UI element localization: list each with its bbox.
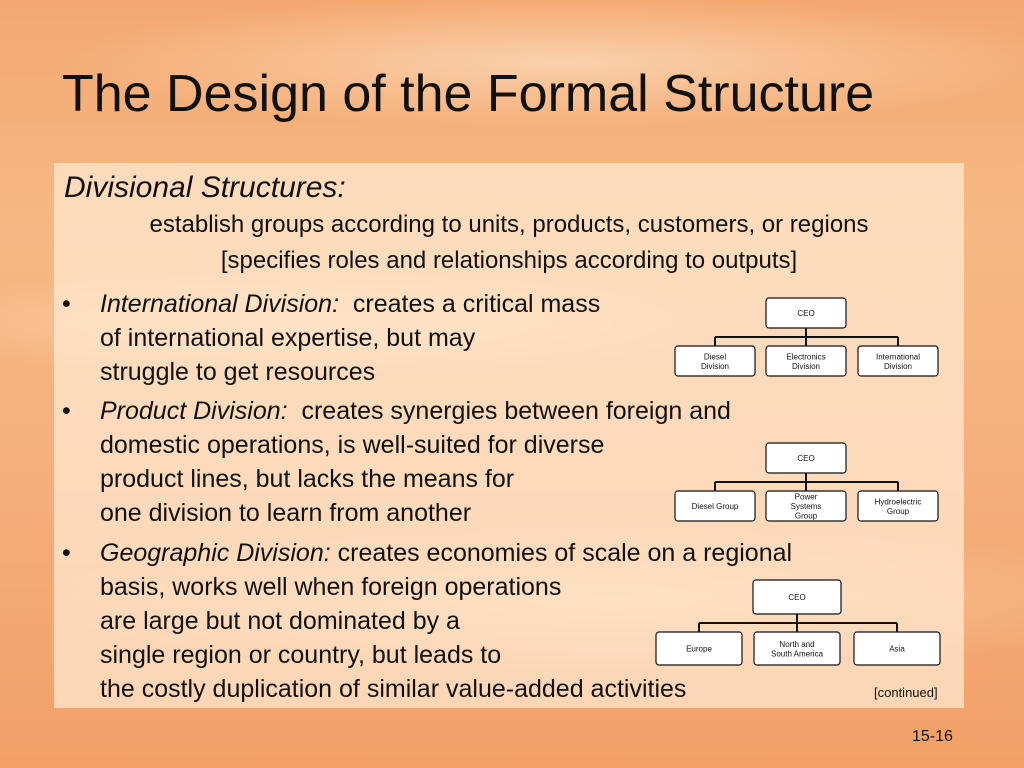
org-node-child-label: North and: [779, 639, 815, 649]
org-node-child-label: Division: [700, 361, 730, 371]
org-node-child-label: Group: [794, 511, 818, 521]
org-node-child: [858, 346, 938, 376]
org-node-child-label: Electronics: [786, 352, 826, 362]
continued-label: [continued]: [874, 685, 938, 700]
section-subheading: establish groups according to units, products, customers, or regions: [149, 211, 869, 238]
bullet-geographic-line: basis, works well when foreign operations: [100, 573, 562, 601]
org-node-child: [675, 491, 755, 521]
org-node-child-label: Asia: [889, 644, 905, 654]
slide-number: 15-16: [912, 728, 953, 745]
bullet-geographic-label: Geographic Division:: [100, 539, 331, 567]
bullet-geographic-line: Geographic Division: creates economies of scale on a regional: [100, 539, 793, 567]
bullet-marker: •: [62, 290, 71, 318]
org-node-root: [766, 298, 846, 328]
org-node-child-label: International: [875, 352, 921, 362]
org-node-child-label: Europe: [686, 644, 712, 654]
org-node-child-label: Diesel: [703, 352, 727, 362]
org-node-child-label: Systems: [790, 502, 822, 511]
org-node-child: [766, 491, 846, 521]
org-node-child: [754, 632, 840, 665]
org-node-child-label: Diesel Group: [691, 502, 739, 511]
bullet-marker: •: [62, 539, 71, 567]
org-node-child-label: Power: [794, 492, 818, 502]
org-chart-geographic: [652, 578, 947, 670]
org-chart-international: [670, 296, 950, 380]
bullet-international-label: International Division:: [100, 290, 340, 318]
bullet-geographic-line: single region or country, but leads to: [100, 641, 502, 669]
bullet-marker: •: [62, 397, 71, 425]
section-note: [specifies roles and relationships according to outputs]: [220, 247, 798, 274]
bullet-product-line: one division to learn from another: [100, 499, 472, 527]
org-node-root-label: CEO: [797, 454, 815, 463]
org-node-root-label: CEO: [797, 309, 815, 318]
org-node-child: [675, 346, 755, 376]
bullet-product-line: product lines, but lacks the means for: [100, 465, 515, 493]
bullet-product-label: Product Division:: [100, 397, 288, 425]
bullet-international-line: of international expertise, but may: [100, 324, 476, 352]
org-node-child-label: Division: [883, 361, 913, 371]
bullet-geographic-line: the costly duplication of similar value-added activities: [100, 675, 687, 703]
bullet-international-line: International Division: creates a critical mass: [100, 290, 601, 318]
org-node-child-label: South America: [770, 649, 824, 659]
org-node-child: [854, 632, 940, 665]
slide-title: The Design of the Formal Structure: [62, 65, 875, 123]
org-node-child: [858, 491, 938, 521]
org-node-child: [656, 632, 742, 665]
bullet-international-line: struggle to get resources: [100, 358, 376, 386]
org-node-child-label: Division: [791, 361, 821, 371]
org-chart-product: [670, 441, 950, 525]
org-node-child-label: Hydroelectric: [874, 497, 922, 507]
section-heading: Divisional Structures:: [64, 171, 346, 204]
org-node-child: [766, 346, 846, 376]
org-node-root: [753, 580, 841, 614]
org-node-child-label: Group: [886, 506, 910, 516]
org-node-root-label: CEO: [788, 593, 806, 602]
bullet-geographic-line: are large but not dominated by a: [100, 607, 460, 635]
bullet-product-line: domestic operations, is well-suited for diverse: [100, 431, 605, 459]
bullet-product-line: Product Division: creates synergies between foreign and: [100, 397, 731, 425]
org-node-root: [766, 443, 846, 473]
